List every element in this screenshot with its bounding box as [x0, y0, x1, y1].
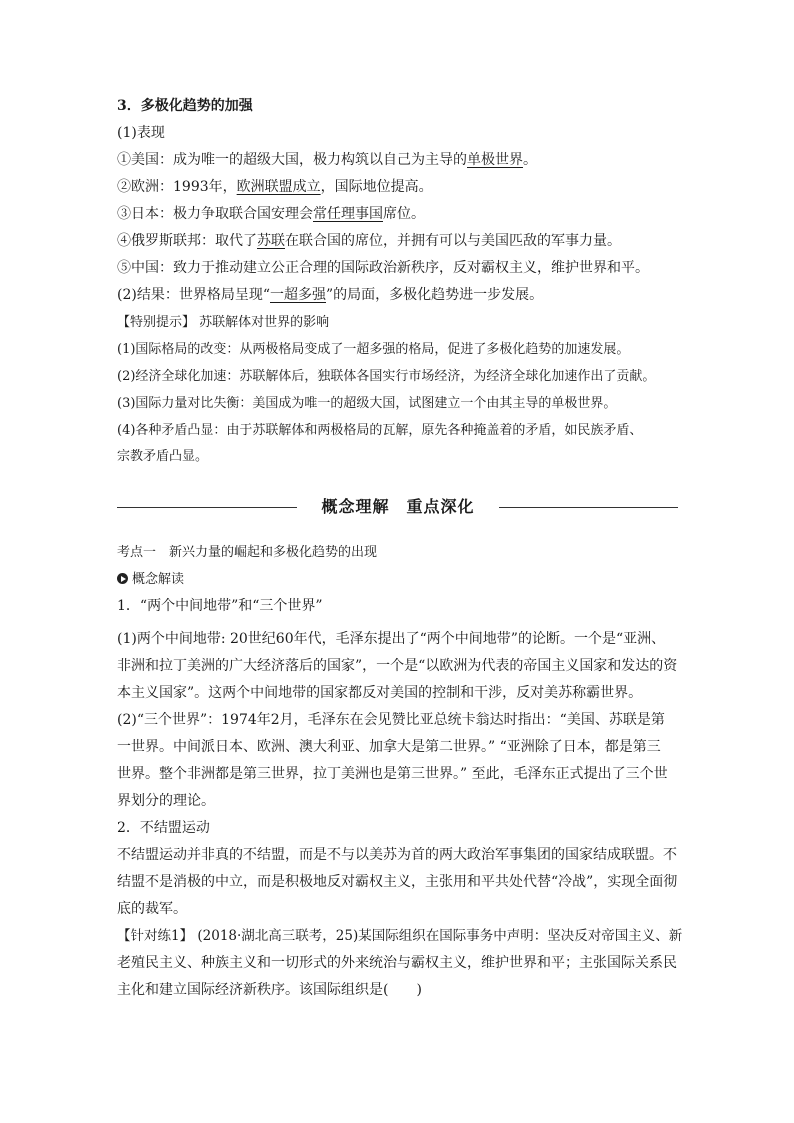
concept-2-line-1: 不结盟运动并非真的不结盟，而是不与以美苏为首的两大政治军事集团的国家结成联盟。不: [117, 847, 677, 863]
concept-2-line-2: 结盟不是消极的中立，而是积极地反对霸权主义，主张用和平共处代替“冷战”，实现全面彻: [117, 874, 678, 890]
concept-1-para-1-line-2: 非洲和拉丁美洲的广大经济落后的国家”，一个是“以欧洲为代表的帝国主义国家和发达的资: [117, 658, 678, 674]
performance-label: (1)表现: [117, 125, 165, 141]
practice-question-line-2: 老殖民主义、种族主义和一切形式的外来统治与霸权主义，维护世界和平；主张国际关系民: [117, 955, 677, 971]
concept-1-para-2-line-4: 界划分的理论。: [117, 793, 215, 809]
divider-right: [499, 507, 678, 508]
concept-1-para-1-line-1: (1)两个中间地带: 20世纪60年代，毛泽东提出了“两个中间地带”的论断。一个是“亚洲、: [117, 631, 666, 647]
underlined-term: 单极世界: [467, 152, 523, 168]
concept-2-title: 2．不结盟运动: [117, 820, 210, 836]
play-circle-icon: [117, 573, 128, 584]
tip-item-4-cont: 宗教矛盾凸显。: [117, 449, 209, 464]
concept-1-title: 1．“两个中间地带”和“三个世界”: [117, 598, 323, 614]
concept-reading-label: 概念解读: [117, 570, 683, 590]
exam-point-title: 考点一 新兴力量的崛起和多极化趋势的出现: [117, 545, 378, 560]
concept-1-para-2-line-2: 一世界。中间派日本、欧洲、澳大利亚、加拿大是第二世界。” “亚洲除了日本，都是第三: [117, 739, 661, 755]
practice-question-line-1: 【针对练1】 (2018·湖北高三联考，25)某国际组织在国际事务中声明：坚决反对帝国主义、新: [117, 928, 683, 944]
item-europe: ②欧洲：1993年，欧洲联盟成立，国际地位提高。: [117, 179, 433, 195]
concept-2-line-3: 底的裁军。: [117, 901, 187, 917]
item-usa: ①美国：成为唯一的超级大国，极力构筑以自己为主导的单极世界。: [117, 152, 537, 168]
tip-item-3: (3)国际力量对比失衡：美国成为唯一的超级大国，试图建立一个由其主导的单极世界。: [117, 396, 617, 411]
underlined-term: 一超多强: [270, 287, 326, 303]
special-tip-title: 【特别提示】 苏联解体对世界的影响: [117, 315, 330, 330]
practice-question-line-3: 主化和建立国际经济新秩序。该国际组织是( ): [117, 982, 422, 998]
item-russia: ④俄罗斯联邦：取代了苏联在联合国的席位，并拥有可以与美国匹敌的军事力量。: [117, 233, 621, 249]
section-3-title: 3．多极化趋势的加强: [117, 98, 253, 114]
tip-item-1: (1)国际格局的改变：从两极格局变成了一超多强的格局，促进了多极化趋势的加速发展。: [117, 342, 630, 357]
concept-1-para-1-line-3: 本主义国家”。这两个中间地带的国家都反对美国的控制和干涉，反对美苏称霸世界。: [117, 685, 643, 701]
tip-item-2: (2)经济全球化加速：苏联解体后，独联体各国实行市场经济，为经济全球化加速作出了贡献。: [117, 369, 656, 384]
item-china: ⑤中国：致力于推动建立公正合理的国际政治新秩序，反对霸权主义，维护世界和平。: [117, 260, 649, 276]
concept-1-para-2-line-3: 世界。整个非洲都是第三世界，拉丁美洲也是第三世界。” 至此，毛泽东正式提出了三个世: [117, 766, 668, 782]
item-japan: ③日本：极力争取联合国安理会常任理事国席位。: [117, 206, 425, 222]
concept-1-para-2-line-1: (2)“三个世界”：1974年2月，毛泽东在会见赞比亚总统卡翁达时指出：“美国、苏联是第: [117, 712, 665, 728]
tip-item-4: (4)各种矛盾凸显：由于苏联解体和两极格局的瓦解，原先各种掩盖着的矛盾，如民族矛盾、: [117, 423, 643, 438]
underlined-term: 常任理事国: [313, 206, 383, 222]
underlined-term: 欧洲联盟成立: [236, 179, 321, 195]
section-title: 概念理解 重点深化: [321, 497, 475, 516]
underlined-term: 苏联: [257, 233, 285, 249]
result-line: (2)结果：世界格局呈现“一超多强”的局面，多极化趋势进一步发展。: [117, 287, 544, 303]
divider-left: [117, 507, 297, 508]
